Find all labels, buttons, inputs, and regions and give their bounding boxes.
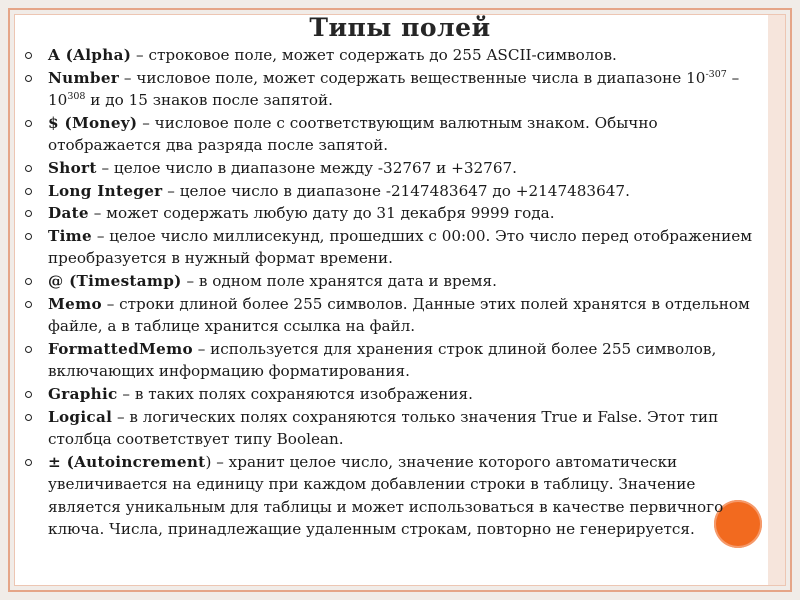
term-description: – строковое поле, может содержать до 255 ASCII-символов. (131, 46, 617, 64)
bullet-icon (25, 391, 32, 398)
term-label: Time (48, 226, 93, 245)
list-item-logical (22, 406, 770, 451)
field-type-list (22, 44, 770, 541)
term-label: Graphic (48, 384, 118, 403)
list-item-graphic (22, 383, 770, 406)
list-item-autoincrement (22, 451, 770, 541)
exponent: 308 (67, 91, 86, 103)
term-description: – в логических полях сохраняются только значения True и False. Этот тип столбца соответствует типу Boolean. (48, 407, 719, 449)
slide-title: Типы полей (309, 13, 491, 42)
term-label: @ (Timestamp) (48, 271, 182, 290)
term-label: A (Alpha) (48, 46, 132, 64)
list-item-memo (22, 293, 770, 338)
bullet-icon (25, 52, 32, 59)
term-label: FormattedMemo (48, 339, 193, 358)
term-description: – может содержать любую дату до 31 декабря 9999 года. (88, 204, 555, 223)
list-item-alpha (22, 44, 770, 67)
term-label: ± (Autoincrement (48, 452, 206, 471)
term-description: – в таких полях сохраняются изображения. (117, 384, 473, 403)
list-item-number (22, 67, 770, 112)
term-label: Number (48, 68, 120, 87)
bullet-icon (25, 346, 32, 353)
bullet-icon (25, 120, 32, 127)
list-item-long-integer (22, 180, 770, 203)
term-description: – в одном поле хранятся дата и время. (181, 271, 497, 290)
bullet-icon (25, 165, 32, 172)
term-description: – хранит целое число, значение которого автоматически увеличивается на единицу при каждом добавлении строки в таблицу. Значение является уникальным для таблицы и может использоваться в качестве первичного ключа. Числа, принадлежащие удаленным строкам, повторно не генерируется. (48, 452, 724, 539)
list-item-short (22, 157, 770, 180)
term-description: – строки длиной более 255 символов. Данные этих полей хранятся в отдельном файле, а в таблице хранится ссылка на файл. (48, 294, 750, 336)
term-description: – целое число миллисекунд, прошедших с 00:00. Это число перед отображением преобразуется в нужный формат времени. (48, 226, 753, 268)
term-description: – 10 (48, 68, 740, 110)
term-description: и до 15 знаков после запятой. (85, 91, 333, 110)
list-item-formatted-memo (22, 338, 770, 383)
term-label-tail: ) (205, 452, 212, 471)
bullet-icon (25, 233, 32, 240)
term-description: – целое число в диапазоне -2147483647 до +2147483647. (162, 181, 630, 200)
term-label: Logical (48, 407, 113, 426)
bullet-icon (25, 301, 32, 308)
term-label: Memo (48, 294, 102, 313)
list-item-time (22, 225, 770, 270)
term-label: Long Integer (48, 181, 163, 200)
term-description: – числовое поле, может содержать вещественные числа в диапазоне 10 (119, 68, 706, 87)
term-label: Date (48, 204, 89, 223)
bullet-icon (25, 75, 32, 82)
term-description: – числовое поле с соответствующим валютным знаком. Обычно отображается два разряда после запятой. (48, 113, 658, 155)
slide-right-stripe (768, 15, 785, 585)
bullet-icon (25, 459, 32, 466)
list-item-timestamp (22, 270, 770, 293)
bullet-icon (25, 188, 32, 195)
term-label: Short (48, 158, 97, 177)
list-item-money (22, 112, 770, 157)
exponent: -307 (705, 68, 727, 80)
term-description: – используется для хранения строк длиной более 255 символов, включающих информацию форматирования. (48, 339, 717, 381)
term-description: – целое число в диапазоне между -32767 и +32767. (96, 158, 517, 177)
list-item-date (22, 202, 770, 225)
bullet-icon (25, 414, 32, 421)
bullet-icon (25, 278, 32, 285)
term-label: $ (Money) (48, 113, 138, 132)
bullet-icon (25, 210, 32, 217)
